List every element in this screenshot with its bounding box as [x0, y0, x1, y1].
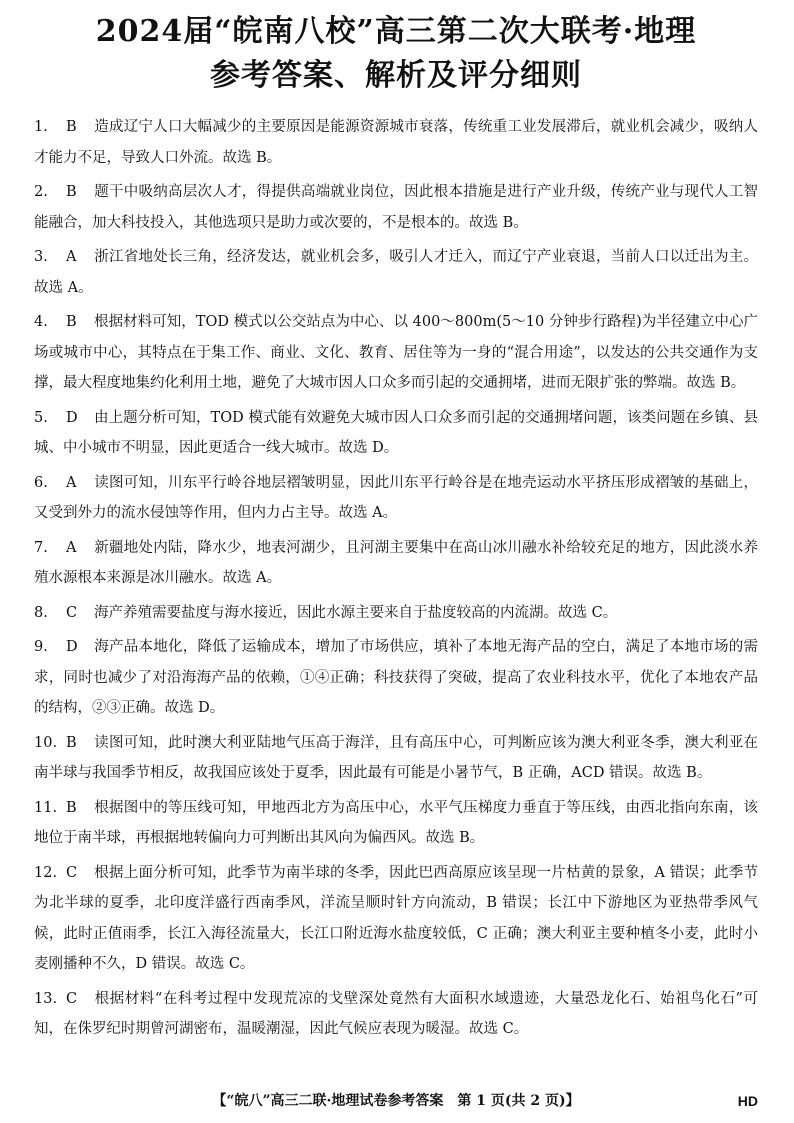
answer-explanation: 根据图中的等压线可知，甲地西北方为高压中心，水平气压梯度力垂直于等压线，由西北指向东南，该地位于南半球，再根据地转偏向力可判断出其风向为偏西风。故选 B。 — [34, 799, 758, 846]
answer-option: C — [66, 604, 78, 621]
answer-option: A — [66, 539, 77, 556]
answer-number: 7. — [34, 539, 48, 556]
answer-explanation: 造成辽宁人口大幅减少的主要原因是能源资源城市衰落，传统重工业发展滞后，就业机会减少，吸纳人才能力不足，导致人口外流。故选 B。 — [34, 119, 758, 166]
answer-explanation: 根据材料可知，TOD 模式以公交站点为中心、以 400～800m(5～10 分钟步行路程)为半径建立中心广场或城市中心，其特点在于集工作、商业、文化、教育、居住等为一身的“混合用途”，以发达的公共交通作为支撑，最大程度地集约化利用土地，避免了大城市因人口众多而引起的交通拥堵，进而无限扩张的弊端。故选 B。 — [34, 314, 758, 391]
answer-option: B — [66, 314, 77, 330]
answer-option: A — [66, 249, 77, 265]
page-subtitle: 参考答案、解析及评分细则 — [210, 58, 582, 93]
answer-number: 3. — [34, 249, 48, 265]
answer-option: D — [66, 639, 78, 655]
answer-number: 11. — [34, 799, 58, 816]
answer-explanation: 由上题分析可知，TOD 模式能有效避免大城市因人口众多而引起的交通拥堵问题，该类问题在乡镇、县城、中小城市不明显，因此更适合一线大城市。故选 D。 — [34, 409, 758, 456]
answer-item — [34, 242, 758, 303]
answer-item — [34, 728, 758, 789]
answer-item — [34, 307, 758, 399]
page-title: 2024届“皖南八校”高三第二次大联考·地理 — [95, 14, 697, 49]
answer-number: 13. — [34, 990, 58, 1007]
answer-explanation: 海产品本地化，降低了运输成本，增加了市场供应，填补了本地无海产品的空白，满足了本地市场的需求，同时也减少了对沿海海产品的依赖，①④正确；科技获得了突破，提高了农业科技水平，优化了本地农产品的结构，②③正确。故选 D。 — [34, 639, 758, 716]
answer-item — [34, 533, 758, 594]
answer-option: C — [66, 864, 78, 881]
answer-item — [34, 632, 758, 724]
answer-number: 1. — [34, 119, 48, 135]
answer-option: B — [66, 184, 77, 200]
answer-explanation: 根据材料“在科考过程中发现荒凉的戈壁深处竟然有大面积水域遗迹，大量恐龙化石、始祖鸟化石”可知，在侏罗纪时期曾河湖密布，温暖潮湿，因此气候应表现为暖湿。故选 C。 — [34, 990, 758, 1037]
answer-option: B — [66, 119, 77, 135]
answer-item — [34, 984, 758, 1045]
answer-number: 10. — [34, 734, 58, 751]
answer-explanation: 读图可知，川东平行岭谷地层褶皱明显，因此川东平行岭谷是在地壳运动水平挤压形成褶皱的基础上，又受到外力的流水侵蚀等作用，但内力占主导。故选 A。 — [34, 474, 758, 521]
answer-number: 8. — [34, 604, 48, 621]
page-footer — [34, 1088, 758, 1114]
answer-item — [34, 468, 758, 529]
answer-explanation: 新疆地处内陆，降水少，地表河湖少，且河湖主要集中在高山冰川融水补给较充足的地方，因此淡水养殖水源根本来源是冰川融水。故选 A。 — [34, 539, 758, 586]
answer-option: B — [66, 734, 77, 751]
answer-option: A — [66, 474, 77, 491]
answer-item — [34, 403, 758, 464]
footer-page-info: 【“皖八”高三二联·地理试卷参考答案 第 1 页(共 2 页)】 — [212, 1093, 580, 1109]
answer-number: 5. — [34, 409, 48, 426]
footer-code: HD — [737, 1093, 758, 1109]
answer-option: C — [66, 990, 78, 1007]
answer-number: 9. — [34, 639, 48, 655]
answer-item — [34, 858, 758, 980]
answer-explanation: 题干中吸纳高层次人才，得提供高端就业岗位，因此根本措施是进行产业升级，传统产业与现代人工智能融合，加大科技投入，其他选项只是助力或次要的，不是根本的。故选 B。 — [34, 184, 758, 231]
answer-item — [34, 598, 758, 629]
answer-number: 6. — [34, 474, 48, 491]
answer-number: 4. — [34, 314, 48, 330]
answer-option: B — [66, 799, 77, 816]
answer-item — [34, 177, 758, 238]
answer-explanation: 海产养殖需要盐度与海水接近，因此水源主要来自于盐度较高的内流湖。故选 C。 — [94, 604, 618, 621]
answer-number: 2. — [34, 184, 48, 200]
answer-option: D — [66, 409, 78, 426]
answer-explanation: 读图可知，此时澳大利亚陆地气压高于海洋，且有高压中心，可判断应该为澳大利亚冬季，澳大利亚在南半球与我国季节相反，故我国应该处于夏季，因此最有可能是小暑节气，B 正确，ACD 错误。故选 B。 — [34, 734, 758, 781]
answer-number: 12. — [34, 864, 58, 881]
answer-item — [34, 112, 758, 173]
answer-item — [34, 793, 758, 854]
answer-explanation: 浙江省地处长三角，经济发达，就业机会多，吸引人才迁入，而辽宁产业衰退，当前人口以迁出为主。故选 A。 — [34, 249, 758, 296]
answer-explanation: 根据上面分析可知，此季节为南半球的冬季，因此巴西高原应该呈现一片枯黄的景象，A 错误；此季节为北半球的夏季，北印度洋盛行西南季风，洋流呈顺时针方向流动，B 错误；长江中下游地区为亚热带季风气候，此时正值雨季，长江入海径流量大，长江口附近海水盐度较低，C 正确；澳大利亚主要种植冬小麦，此时小麦刚播种不久，D 错误。故选 C。 — [34, 864, 758, 972]
answer-list — [34, 112, 758, 1045]
